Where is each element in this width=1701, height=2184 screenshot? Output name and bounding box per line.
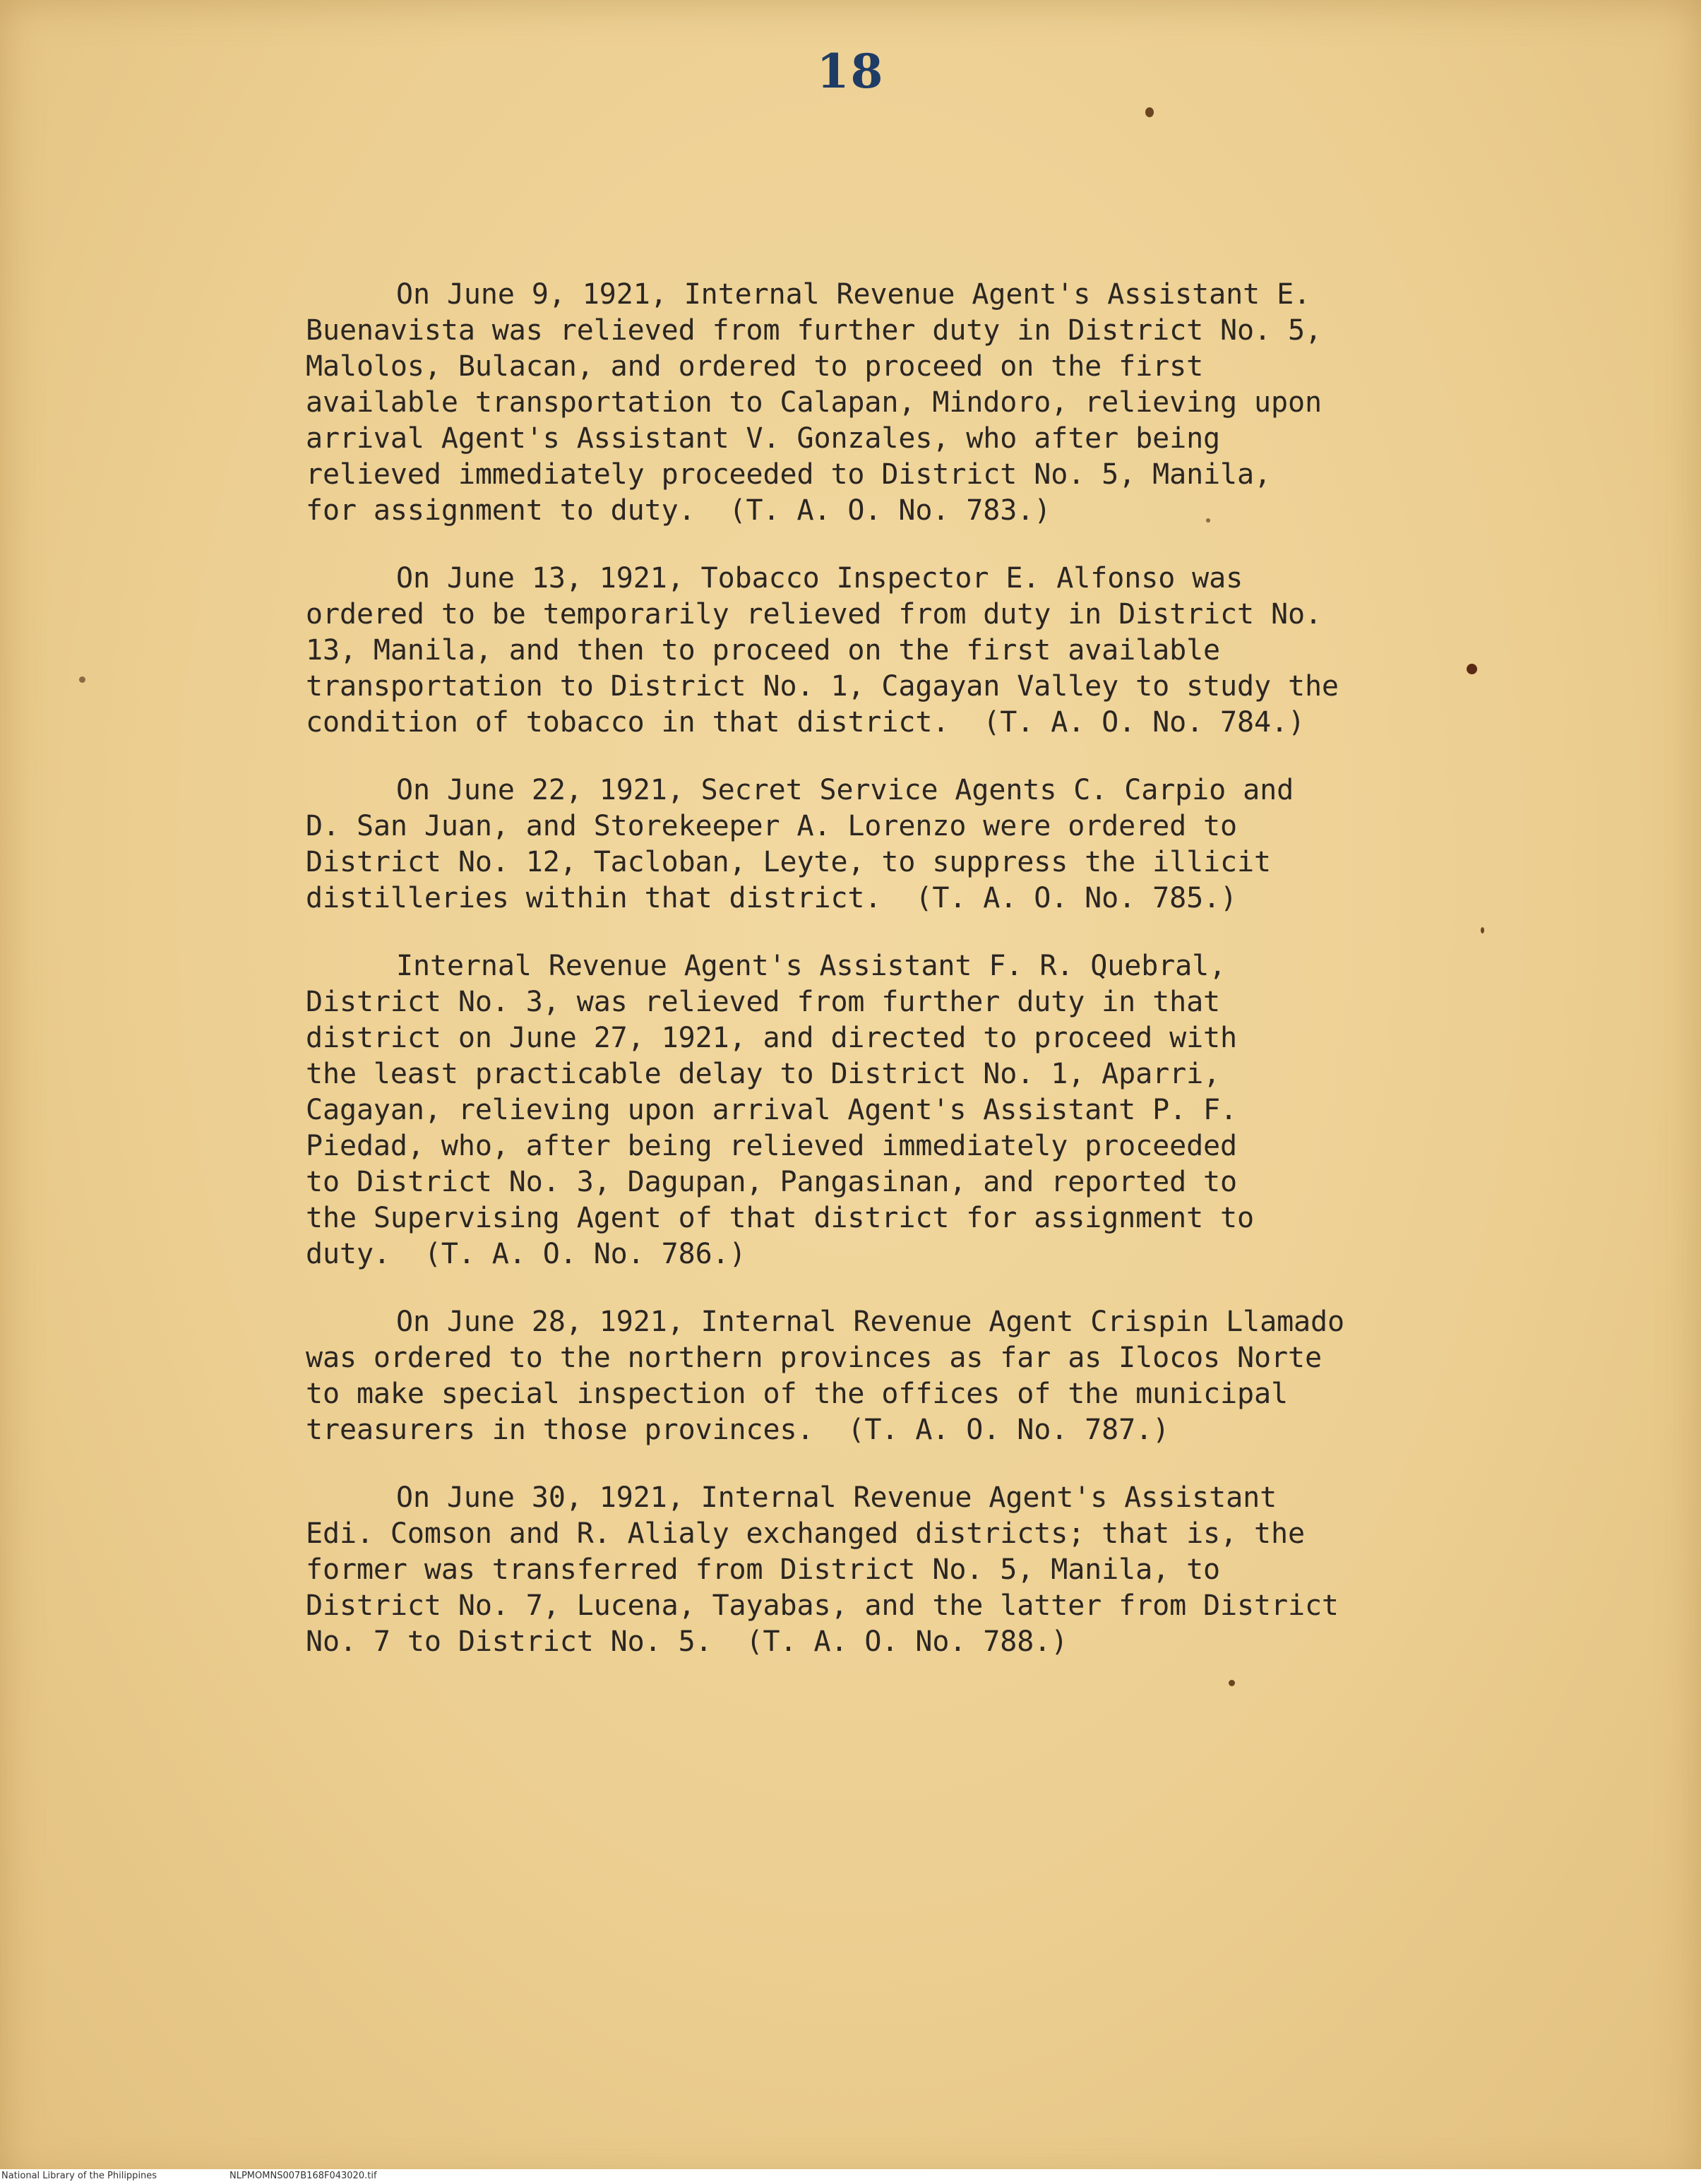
text-line: was ordered to the northern provinces as far as Ilocos Norte — [306, 1342, 1322, 1374]
footer-institution: National Library of the Philippines — [1, 2171, 157, 2181]
paper-speck — [79, 676, 85, 683]
text-line: Buenavista was relieved from further duty in District No. 5, — [306, 314, 1322, 347]
paper-speck — [1145, 107, 1154, 117]
text-line: to District No. 3, Dagupan, Pangasinan, and reported to — [306, 1166, 1238, 1198]
paper-speck — [1481, 927, 1484, 933]
text-line: On June 13, 1921, Tobacco Inspector E. Alfonso was — [396, 562, 1243, 595]
text-line: No. 7 to District No. 5. (T. A. O. No. 788.) — [306, 1625, 1068, 1658]
text-line: available transportation to Calapan, Mindoro, relieving upon — [306, 386, 1322, 419]
text-line: On June 30, 1921, Internal Revenue Agent's Assistant — [396, 1481, 1277, 1514]
text-line: relieved immediately proceeded to District No. 5, Manila, — [306, 458, 1271, 491]
document-body — [306, 277, 1506, 1692]
text-line: Edi. Comson and R. Alialy exchanged districts; that is, the — [306, 1517, 1305, 1550]
text-line: Cagayan, relieving upon arrival Agent's Assistant P. F. — [306, 1094, 1238, 1126]
paper-speck — [1229, 1680, 1235, 1686]
paper-speck — [1467, 664, 1477, 674]
text-line: On June 22, 1921, Secret Service Agents C. Carpio and — [396, 774, 1294, 806]
text-line: the Supervising Agent of that district for assignment to — [306, 1202, 1254, 1234]
text-line: On June 9, 1921, Internal Revenue Agent's Assistant E. — [396, 278, 1311, 311]
text-line: duty. (T. A. O. No. 786.) — [306, 1238, 746, 1270]
paragraph — [306, 561, 1506, 741]
text-line: the least practicable delay to District No. 1, Aparri, — [306, 1058, 1221, 1090]
text-line: ordered to be temporarily relieved from duty in District No. — [306, 598, 1322, 631]
text-line: Malolos, Bulacan, and ordered to proceed on the first — [306, 350, 1204, 383]
text-line: Internal Revenue Agent's Assistant F. R. Quebral, — [396, 950, 1226, 982]
text-line: former was transferred from District No. 5, Manila, to — [306, 1553, 1221, 1586]
paragraph — [306, 1304, 1506, 1448]
text-line: to make special inspection of the offices of the municipal — [306, 1378, 1288, 1410]
text-line: District No. 3, was relieved from further duty in that — [306, 986, 1221, 1018]
text-line: On June 28, 1921, Internal Revenue Agent Crispin Llamado — [396, 1306, 1344, 1338]
text-line: arrival Agent's Assistant V. Gonzales, who after being — [306, 422, 1221, 455]
text-line: condition of tobacco in that district. (T. A. O. No. 784.) — [306, 706, 1305, 739]
paragraph — [306, 772, 1506, 917]
scan-footer — [0, 2169, 1701, 2184]
text-line: 13, Manila, and then to proceed on the first available — [306, 634, 1221, 667]
text-line: District No. 12, Tacloban, Leyte, to suppress the illicit — [306, 846, 1271, 878]
text-line: D. San Juan, and Storekeeper A. Lorenzo were ordered to — [306, 810, 1238, 842]
text-line: transportation to District No. 1, Cagayan Valley to study the — [306, 670, 1339, 703]
page-number: 18 — [816, 44, 885, 99]
text-line: distilleries within that district. (T. A. O. No. 785.) — [306, 882, 1238, 914]
text-line: treasurers in those provinces. (T. A. O. No. 787.) — [306, 1414, 1170, 1446]
text-line: for assignment to duty. (T. A. O. No. 783.) — [306, 494, 1051, 527]
text-line: district on June 27, 1921, and directed to proceed with — [306, 1022, 1238, 1054]
text-line: Piedad, who, after being relieved immediately proceeded — [306, 1130, 1238, 1162]
paragraph — [306, 948, 1506, 1272]
paragraph — [306, 277, 1506, 529]
text-line: District No. 7, Lucena, Tayabas, and the latter from District — [306, 1589, 1339, 1622]
paper-speck — [1206, 518, 1210, 523]
footer-filename: NLPMOMNS007B168F043020.tif — [229, 2171, 377, 2181]
paragraph — [306, 1480, 1506, 1660]
